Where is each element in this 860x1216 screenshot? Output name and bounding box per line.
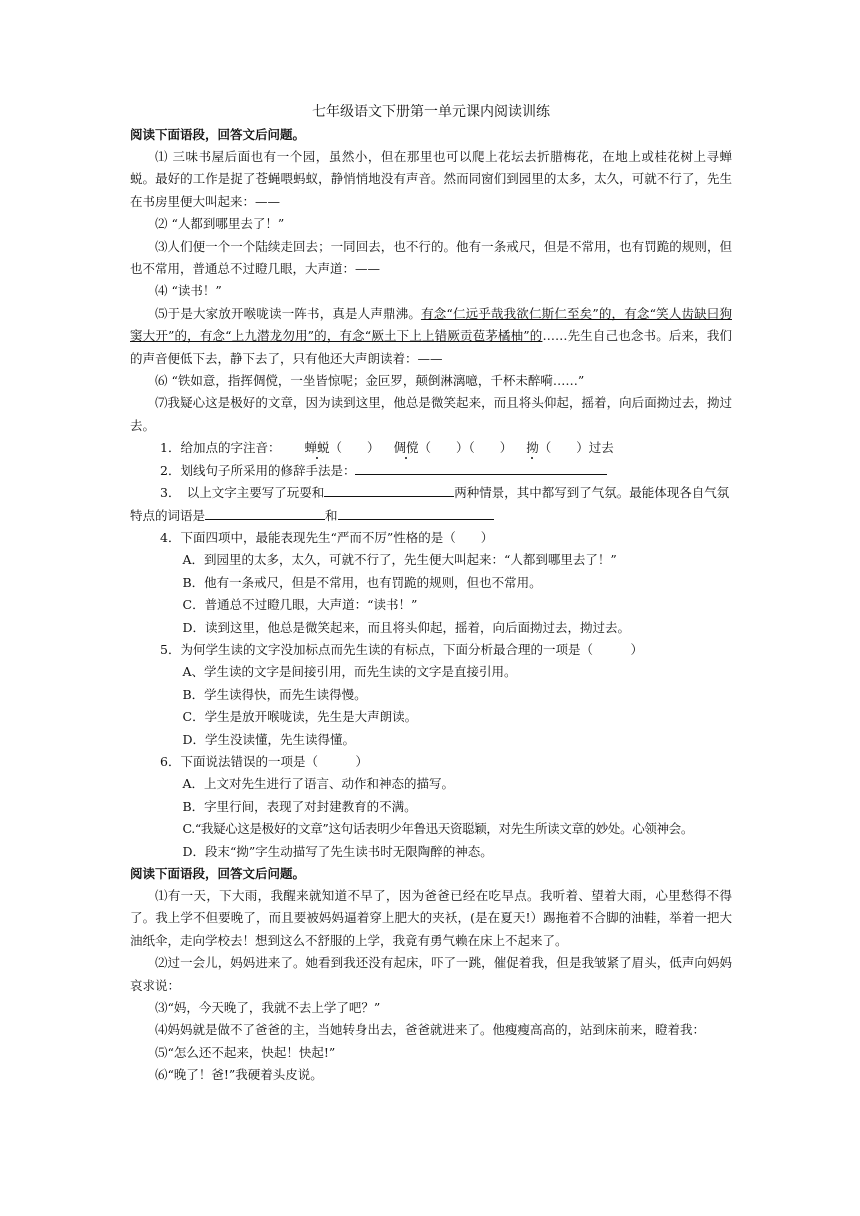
answer-line[interactable] (355, 460, 607, 475)
passage-paragraph-4: ⑷ “读书！” (155, 283, 222, 299)
question-text: 1．给加点的字注音： (160, 440, 281, 456)
question-1 (130, 437, 732, 459)
underlined-sentence: 有念“仁远乎哉我欲仁斯仁至矣”的，有念“笑人齿缺曰狗窦大开”的，有念“上九潜龙勿用”的，有念“厥土下上上错厥贡苞茅橘柚”的 (130, 305, 732, 344)
choice-option[interactable]: D．读到这里，他总是微笑起来，而且将头仰起，摇着，向后面拗过去，拗过去。 (182, 619, 631, 635)
choice-option[interactable]: A．到园里的太多，太久，可就不行了，先生便大叫起来：“人都到哪里去了！” (182, 552, 617, 568)
choice-option[interactable]: C．普通总不过瞪几眼，大声道：“读书！” (182, 597, 418, 613)
passage-paragraph-2: ⑵过一会儿，妈妈进来了。她看到我还没有起床，吓了一跳，催促着我，但是我皱紧了眉头，低声向妈妈哀求说： (130, 955, 732, 993)
passage-paragraph-2: ⑵ “人都到哪里去了！” (155, 216, 285, 232)
question-text: 3． 以上文字主要写了玩耍和 (160, 485, 325, 501)
passage-paragraph-5 (130, 303, 732, 370)
worksheet-page (130, 100, 732, 1087)
passage-paragraph-3: ⑶人们便一个一个陆续走回去；一同回去，也不行的。他有一条戒尺，但是不常用，也有罚跪的规则，但也不常用，普通总不过瞪几眼，大声道：—— (130, 238, 732, 277)
choice-option[interactable]: A．上文对先生进行了语言、动作和神态的描写。 (182, 776, 455, 792)
choice-option[interactable]: B．字里行间，表现了对封建教育的不满。 (182, 798, 417, 814)
passage-paragraph-4: ⑷妈妈就是做不了爸爸的主，当她转身出去，爸爸就进来了。他瘦瘦高高的，站到床前来，瞪着我： (155, 1022, 706, 1038)
dotted-word: 倜傥 (393, 440, 419, 456)
answer-line[interactable] (324, 482, 454, 497)
choice-option[interactable]: A、学生读的文字是间接引用，而先生读的文字是直接引用。 (182, 664, 517, 680)
dotted-word: 拗 (526, 440, 539, 456)
reading-section-1 (130, 124, 732, 863)
passage-paragraph-1: ⑴ 三味书屋后面也有一个园，虽然小，但在那里也可以爬上花坛去折腊梅花，在地上或桂花树上寻蝉蜕。最好的工作是捉了苍蝇喂蚂蚁，静悄悄地没有声音。然而同窗们到园里的太多，太久，可就不行了，先生在书房里便大叫起来：—— (130, 149, 732, 209)
answer-blank[interactable]: （ ）（ ） (418, 440, 513, 456)
paragraph-text: ⑸于是大家放开喉咙读一阵书，真是人声鼎沸。 (155, 305, 422, 321)
question-5: 5．为何学生读的文字没加标点而先生读的有标点，下面分析最合理的一项是（ ） (160, 641, 643, 657)
choice-option[interactable]: B．学生读得快，而先生读得慢。 (182, 686, 367, 702)
passage-paragraph-3: ⑶“妈，今天晚了，我就不去上学了吧？” (155, 1000, 381, 1016)
choice-option[interactable]: D．学生没读懂，先生读得懂。 (182, 731, 356, 747)
question-6: 6．下面说法错误的一项是（ ） (160, 753, 368, 769)
reading-section-2 (130, 863, 732, 1087)
choice-option[interactable]: D．段末“拗”字生动描写了先生读书时无限陶醉的神态。 (182, 843, 493, 859)
question-text: 过去 (588, 440, 614, 456)
passage-paragraph-6: ⑹“晚了！爸!”我硬着头皮说。 (155, 1067, 323, 1083)
passage-paragraph-7: ⑺我疑心这是极好的文章，因为读到这里，他总是微笑起来，而且将头仰起，摇着，向后面拗过去，拗过去。 (130, 395, 732, 433)
page-title: 七年级语文下册第一单元课内阅读训练 (312, 104, 550, 120)
answer-line[interactable] (205, 505, 325, 520)
question-text: 和 (325, 507, 338, 523)
choice-option[interactable]: B．他有一条戒尺，但是不常用，也有罚跪的规则，但也不常用。 (182, 574, 542, 590)
choice-option[interactable]: C．学生是放开喉咙读，先生是大声朗读。 (182, 709, 418, 725)
question-3 (130, 482, 732, 527)
section-heading: 阅读下面语段，回答文后问题。 (130, 866, 306, 881)
question-4: 4．下面四项中，最能表现先生“严而不厉”性格的是（ ） (160, 529, 494, 545)
answer-line[interactable] (338, 505, 494, 520)
paragraph-text: ……先生自己也念书。后来，我们的声音便低下去，静下去了，只有他还大声朗读着：—— (130, 328, 732, 366)
dotted-word: 蝉蜕 (304, 440, 330, 456)
question-text: 两种情景，其中都写到了气氛。最能体现各自气氛特点的词语是 (130, 485, 730, 523)
answer-blank[interactable]: （ ） (329, 440, 380, 456)
section-heading: 阅读下面语段，回答文后问题。 (130, 127, 306, 142)
question-2 (130, 460, 732, 482)
choice-option[interactable]: C.“我疑心这是极好的文章”这句话表明少年鲁迅天资聪颖，对先生所读文章的妙处。心领神会。 (182, 821, 693, 837)
passage-paragraph-5: ⑸“怎么还不起来，快起！快起!” (155, 1044, 336, 1060)
answer-blank[interactable]: （ ） (538, 440, 589, 456)
passage-paragraph-1: ⑴有一天，下大雨，我醒来就知道不早了，因为爸爸已经在吃早点。我听着、望着大雨，心里愁得不得了。我上学不但要晚了，而且要被妈妈逼着穿上肥大的夹袄，(是在夏天!）踢拖着不合脚的油鞋，举着一把大油纸伞，走向学校去！想到这么不舒服的上学，我竟有勇气赖在床上不起来了。 (130, 888, 732, 948)
passage-paragraph-6: ⑹ “铁如意，指挥倜傥，一坐皆惊呢；金叵罗，颠倒淋漓噫，千杯未醉嗬……” (155, 373, 585, 389)
question-text: 2．划线句子所采用的修辞手法是： (160, 462, 356, 478)
